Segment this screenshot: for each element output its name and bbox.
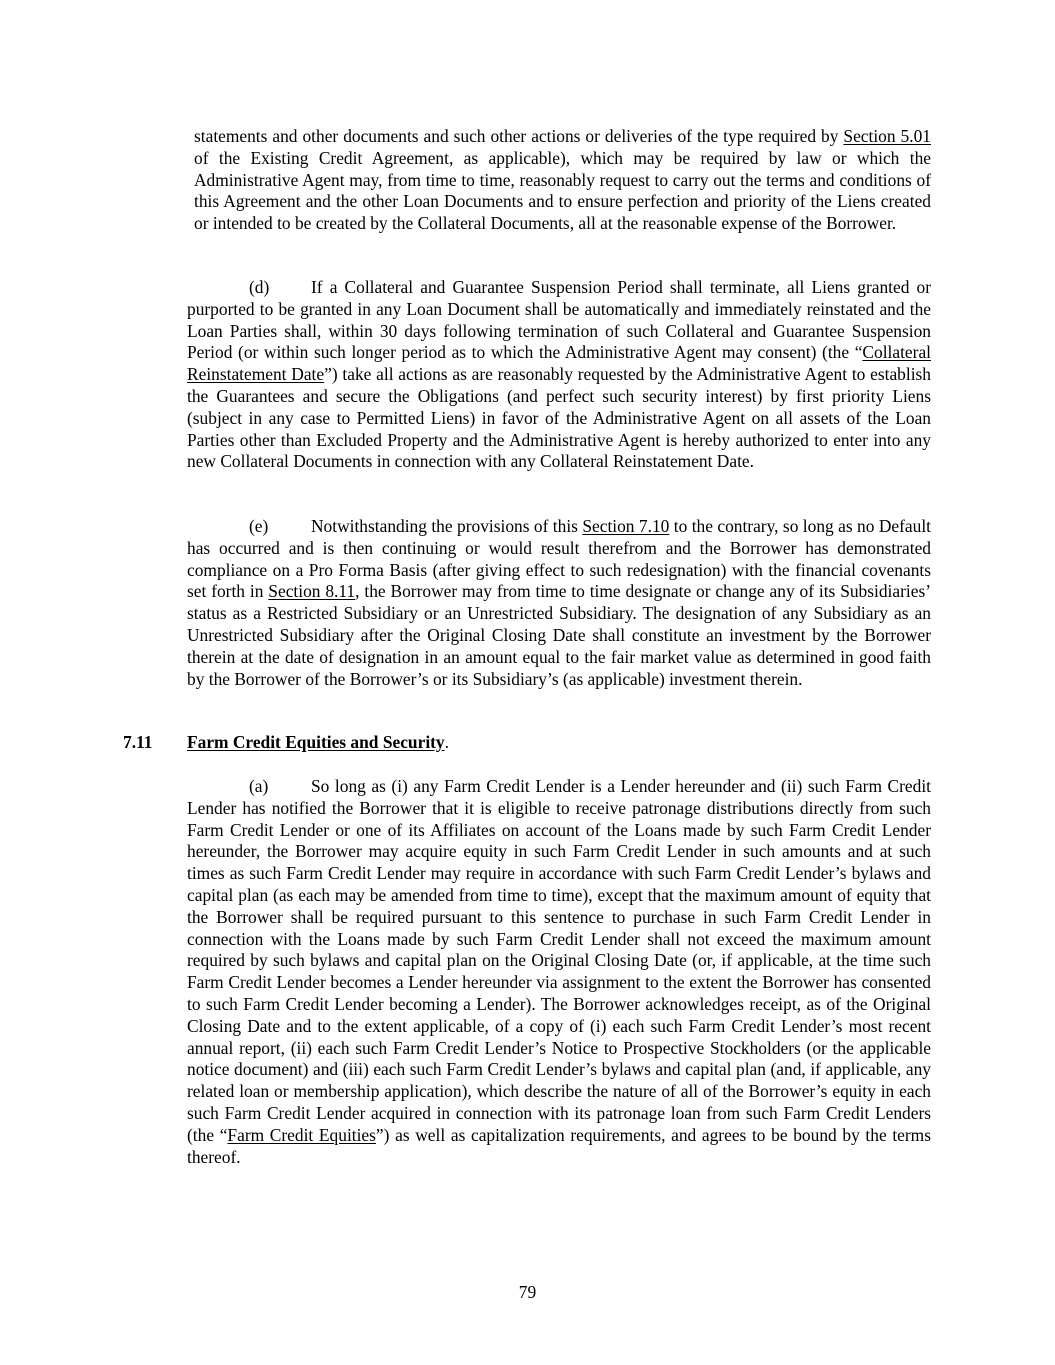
paragraph-text: to the contrary, so long as no Default has occurred and is then continuing or would result therefrom and the Borrower has demonstrated compliance on a Pro Forma Basis (after giving effect to such redesignation) with the financial covenants set forth in [187,516,931,602]
paragraph-d [187,277,931,473]
section-number: 7.11 [123,732,153,752]
paragraph-e [187,516,931,690]
paragraph-label: (a) [249,776,269,796]
paragraph-c-continued [194,126,931,235]
paragraph-text: ”) take all actions as are reasonably requested by the Administrative Agent to establish the Guarantees and secure the Obligations (and perfect such security interest) by first priority Liens (subject in any case to Permitted Liens) in favor of the Administrative Agent on all assets of the Loan Parties other than Excluded Property and the Administrative Agent is hereby authorized to enter into any new Collateral Documents in connection with any Collateral Reinstatement Date. [187,364,931,472]
section-title: Farm Credit Equities and Security [187,732,445,752]
section-reference-link[interactable]: Section 7.10 [582,516,670,536]
paragraph-text: Notwithstanding the provisions of this [311,516,583,536]
paragraph-text: , the Borrower may from time to time designate or change any of its Subsidiaries’ status as a Restricted Subsidiary or an Unrestricted Subsidiary. The designation of any Subsidiary as an Unrestricted Subsidiary after the Original Closing Date shall constitute an investment by the Borrower therein at the date of designation in an amount equal to the fair market value as determined in good faith by the Borrower of the Borrower’s or its Subsidiary’s (as applicable) investment therein. [187,581,931,689]
section-heading [123,732,449,754]
paragraph-text: ”) as well as capitalization requirements, and agrees to be bound by the terms thereof. [187,1124,931,1167]
section-title-period: . [444,732,449,752]
paragraph-a [187,776,931,1168]
defined-term: Collateral Reinstatement Date [187,342,931,385]
paragraph-label: (e) [249,516,269,536]
paragraph-label: (d) [249,277,270,297]
paragraph-text: of the Existing Credit Agreement, as applicable), which may be required by law or which the Administrative Agent may, from time to time, reasonably request to carry out the terms and conditions of this Agreement and the other Loan Documents and to ensure perfection and priority of the Liens created or intended to be created by the Collateral Documents, all at the reasonable expense of the Borrower. [194,147,931,234]
section-reference-link[interactable]: Section 5.01 [843,126,931,146]
paragraph-text: So long as (i) any Farm Credit Lender is a Lender hereunder and (ii) such Farm Credit Lender has notified the Borrower that it is eligible to receive patronage distributions directly from such Farm Credit Lender or one of its Affiliates on account of the Loans made by such Farm Credit Lender hereunder, the Borrower may acquire equity in such Farm Credit Lender in such amounts and at such times as such Farm Credit Lender may require in accordance with such Farm Credit Lender’s bylaws and capital plan (as each may be amended from time to time), except that the maximum amount of equity that the Borrower shall be required pursuant to this sentence to purchase in such Farm Credit Lender in connection with the Loans made by such Farm Credit Lender shall not exceed the maximum amount required by such bylaws and capital plan on the Original Closing Date (or, if applicable, at the time such Farm Credit Lender becomes a Lender hereunder via assignment to the extent the Borrower has consented to such Farm Credit Lender becoming a Lender). The Borrower acknowledges receipt, as of the Original Closing Date and to the extent applicable, of a copy of (i) each such Farm Credit Lender’s most recent annual report, (ii) each such Farm Credit Lender’s Notice to Prospective Stockholders (or the applicable notice document) and (iii) each such Farm Credit Lender’s bylaws and capital plan (and, if applicable, any related loan or membership application), which describe the nature of all of the Borrower’s equity in each such Farm Credit Lender acquired in connection with its patronage loan from such Farm Credit Lenders (the “ [187,776,931,1145]
page-number: 79 [518,1282,537,1302]
paragraph-text: If a Collateral and Guarantee Suspension Period shall terminate, all Liens granted or purported to be granted in any Loan Document shall be automatically and immediately reinstated and the Loan Parties shall, within 30 days following termination of such Collateral and Guarantee Suspension Period (or within such longer period as to which the Administrative Agent may consent) (the “ [187,277,931,363]
paragraph-text: statements and other documents and such other actions or deliveries of the type required by [194,126,844,146]
section-reference-link[interactable]: Section 8.11 [268,581,356,602]
defined-term: Farm Credit Equities [227,1124,376,1145]
